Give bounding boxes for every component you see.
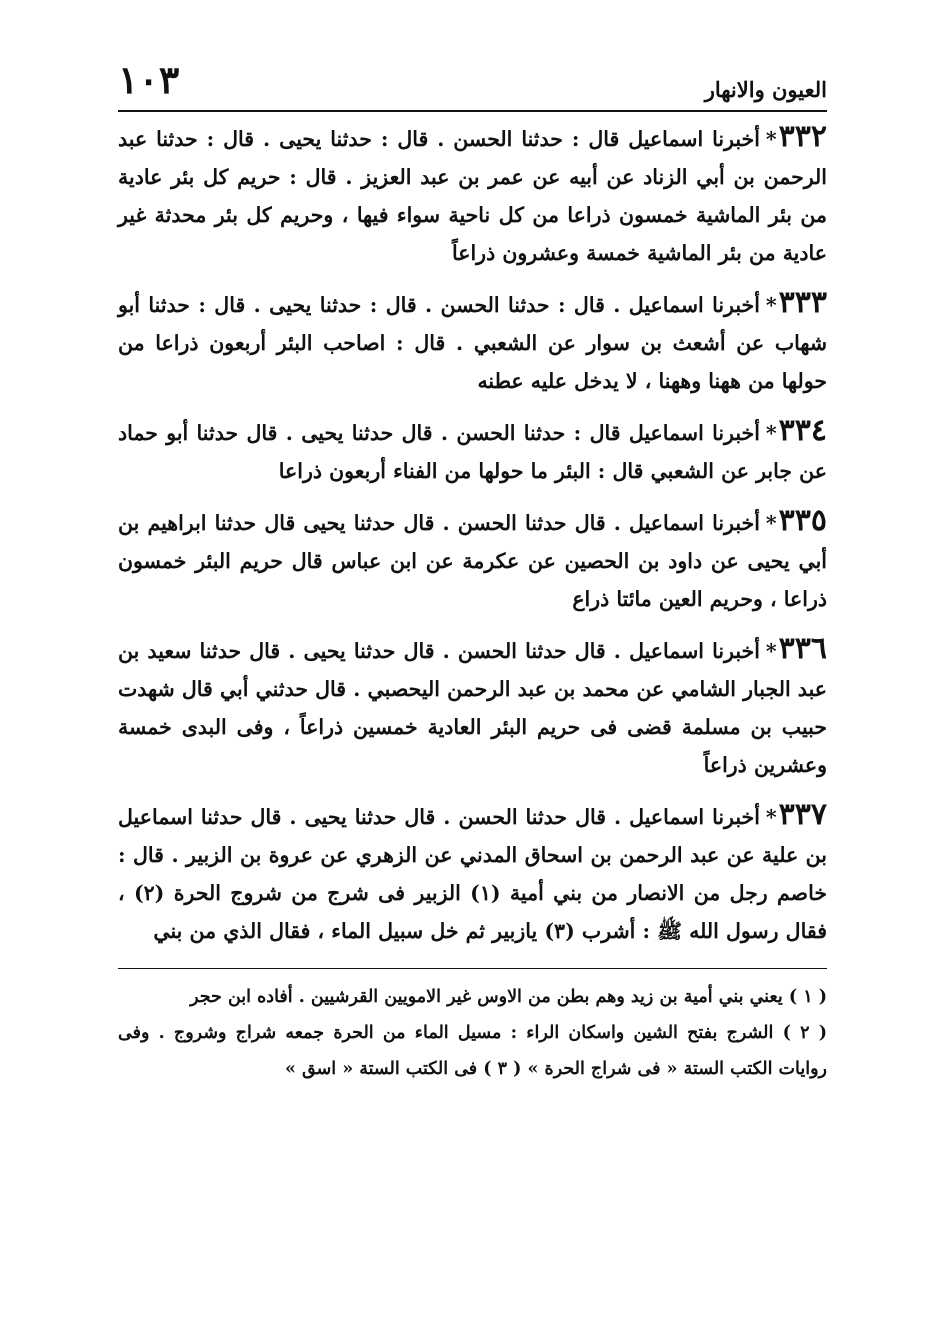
hadith-text: أخبرنا اسماعيل . قال : حدثنا الحسن . قال : حدثنا يحيى . قال : حدثنا أبو شهاب عن أشعث بن سوار عن الشعبي . قال : اصاحب البئر أربعون ذراعا من حولها من ههنا وههنا ، لا يدخل عليه عطنه bbox=[118, 293, 827, 393]
hadith-number: ٣٣٥ bbox=[778, 503, 827, 538]
hadith-paragraph bbox=[118, 502, 827, 618]
hadith-paragraph bbox=[118, 412, 827, 490]
hadith-number: ٣٣٣ bbox=[778, 285, 827, 320]
hadith-paragraph bbox=[118, 630, 827, 784]
hadith-separator: * bbox=[765, 421, 777, 445]
hadith-text: أخبرنا اسماعيل . قال حدثنا الحسن . قال حدثنا يحيى . قال حدثنا اسماعيل بن علية عن عبد الرحمن بن اسحاق المدني عن الزهري عن عروة بن الزبير . قال : خاصم رجل من الانصار من بني أمية (١) الزبير فى شرج من شروج الحرة (٢) ، فقال رسول الله ﷺ : أشرب (٣) يازبير ثم خل سبيل الماء ، فقال الذي من بني bbox=[118, 805, 828, 943]
hadith-list bbox=[118, 118, 827, 950]
hadith-separator: * bbox=[765, 293, 777, 317]
hadith-text: أخبرنا اسماعيل قال : حدثنا الحسن . قال حدثنا يحيى . قال حدثنا أبو حماد عن جابر عن الشعبي قال : البئر ما حولها من الفناء أربعون ذراعا bbox=[118, 421, 827, 483]
hadith-text: أخبرنا اسماعيل قال : حدثنا الحسن . قال : حدثنا يحيى . قال : حدثنا عبد الرحمن بن أبي الزناد عن أبيه عن عمر بن عبد العزيز . قال : حريم كل بئر عادية من بئر الماشية خمسون ذراعا من كل ناحية سواء فيها ، وحريم كل بئر محدثة غير عادية من بئر الماشية خمسة وعشرون ذراعاً bbox=[118, 127, 827, 265]
hadith-separator: * bbox=[765, 511, 777, 535]
running-title: العيون والانهار bbox=[704, 77, 827, 102]
hadith-paragraph bbox=[118, 284, 827, 400]
page-number: ١٠٣ bbox=[118, 57, 180, 102]
hadith-separator: * bbox=[765, 805, 777, 829]
hadith-paragraph bbox=[118, 118, 827, 272]
hadith-number: ٣٣٢ bbox=[778, 119, 827, 154]
footnote: ( ٢ ) الشرج بفتح الشين واسكان الراء : مسيل الماء من الحرة جمعه شراج وشروج . وفى روايات الكتب الستة « فى شراج الحرة » ( ٣ ) فى الكتب الستة « اسق » bbox=[118, 1023, 827, 1079]
hadith-text: أخبرنا اسماعيل . قال حدثنا الحسن . قال حدثنا يحيى . قال حدثنا سعيد بن عبد الجبار الشامي عن محمد بن عبد الرحمن اليحصبي . قال حدثني أبي قال شهدت حبيب بن مسلمة قضى فى حريم البئر العادية خمسين ذراعاً ، وفى البدى خمسة وعشرين ذراعاً bbox=[118, 639, 827, 777]
hadith-paragraph bbox=[118, 796, 827, 950]
hadith-number: ٣٣٤ bbox=[778, 413, 827, 448]
hadith-separator: * bbox=[765, 127, 777, 151]
page-header bbox=[118, 48, 827, 102]
hadith-text: أخبرنا اسماعيل . قال حدثنا الحسن . قال حدثنا يحيى قال حدثنا ابراهيم بن أبي يحيى عن داود بن الحصين عن عكرمة عن ابن عباس قال حريم البئر خمسون ذراعا ، وحريم العين مائتا ذراع bbox=[118, 511, 827, 611]
footnote: ( ١ ) يعني بني أمية بن زيد وهم بطن من الاوس غير الامويين القرشيين . أفاده ابن حجر bbox=[190, 987, 827, 1007]
footnote-rule bbox=[118, 968, 827, 969]
hadith-number: ٣٣٧ bbox=[778, 797, 827, 832]
hadith-separator: * bbox=[765, 639, 777, 663]
hadith-number: ٣٣٦ bbox=[778, 631, 827, 666]
footnotes bbox=[118, 979, 827, 1087]
header-rule bbox=[118, 110, 827, 112]
